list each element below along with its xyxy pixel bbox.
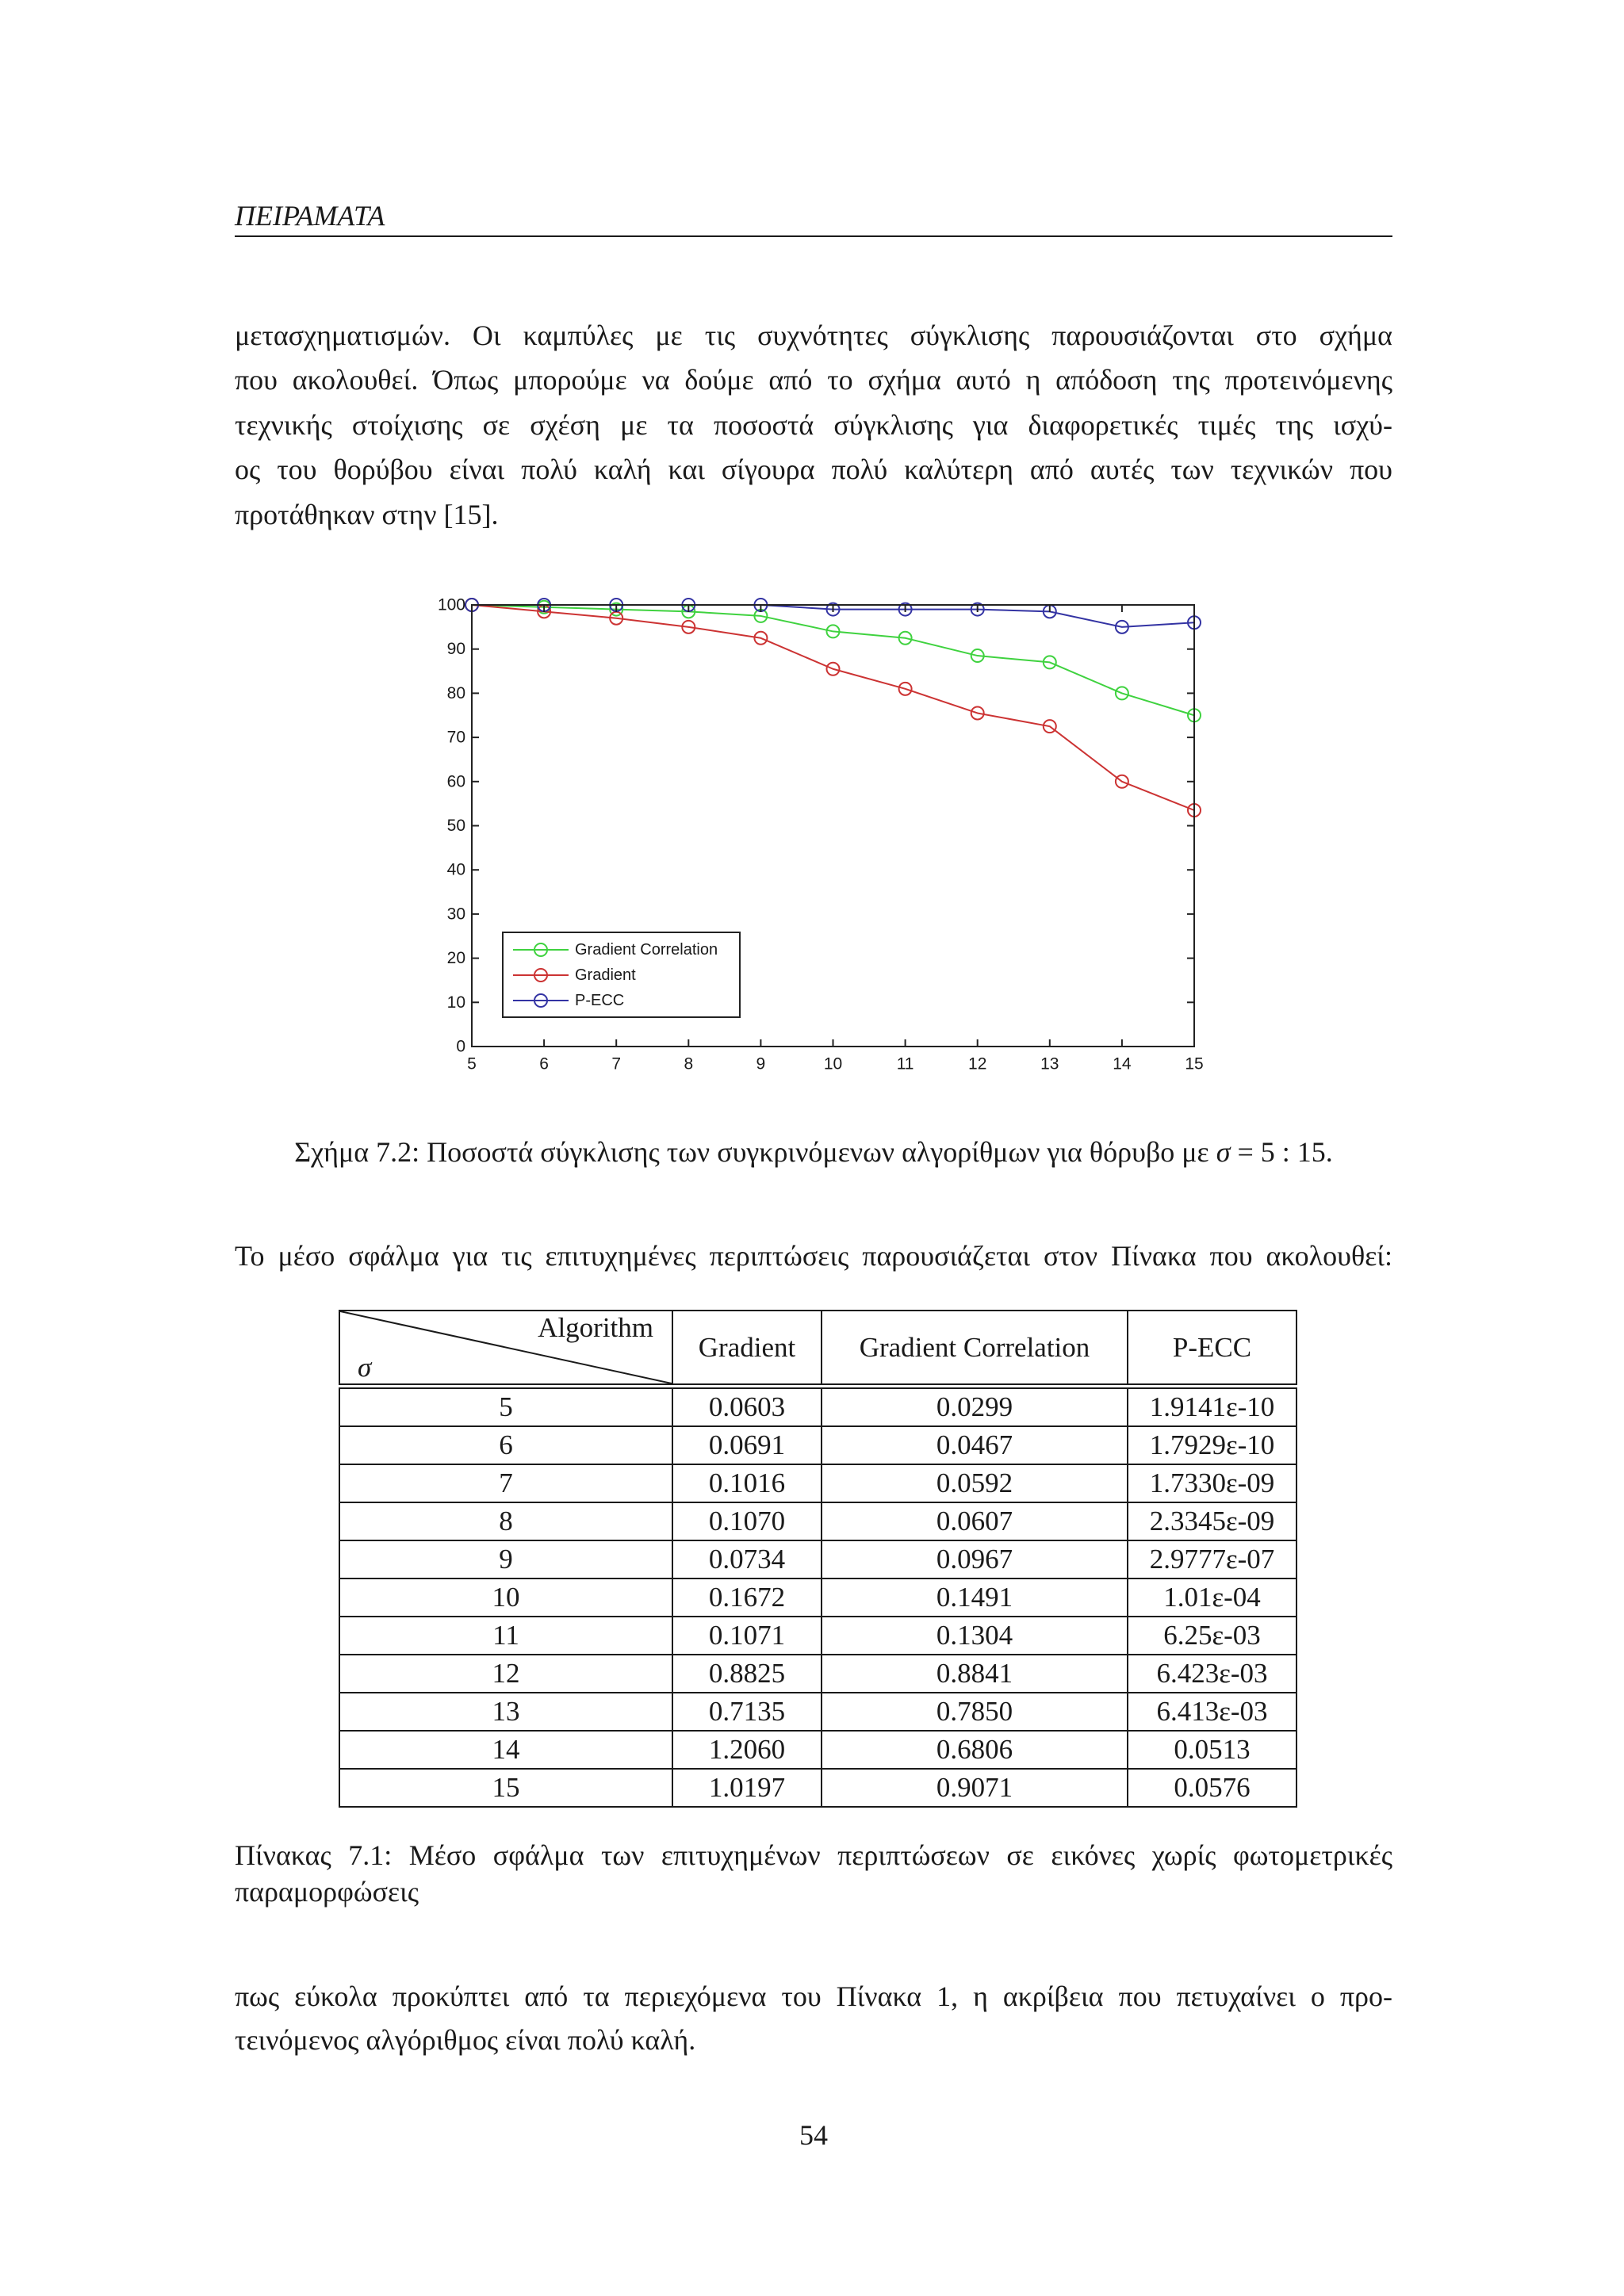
legend-entry-gradient-correlation: [513, 941, 718, 959]
gradient-correlation-cell: 0.0607: [822, 1502, 1128, 1540]
figure-caption-range: = 5 : 15: [1237, 1136, 1326, 1168]
sigma-cell: 12: [339, 1655, 672, 1693]
gradient-cell: 0.0691: [672, 1426, 822, 1464]
table-caption-line: παραμορφώσεις: [235, 1876, 419, 1908]
x-tick-label: 12: [968, 1054, 987, 1073]
y-tick-label: 60: [446, 772, 465, 791]
gradient-correlation-cell: 0.9071: [822, 1769, 1128, 1807]
table-row: [339, 1617, 1297, 1655]
sigma-cell: 14: [339, 1731, 672, 1769]
sigma-cell: 8: [339, 1502, 672, 1540]
x-tick-label: 11: [896, 1054, 914, 1073]
y-tick-label: 20: [446, 949, 465, 968]
paragraph-3-line: πως εύκολα προκύπτει από τα περιεχόμενα του Πίνακα 1, η ακρίβεια που πετυχαίνει ο προ-: [235, 1980, 1392, 2012]
sigma-cell: 15: [339, 1769, 672, 1807]
table-row: [339, 1655, 1297, 1693]
gradient-correlation-cell: 0.8841: [822, 1655, 1128, 1693]
column-header-gradient: Gradient: [672, 1311, 822, 1387]
x-tick-label: 6: [539, 1054, 549, 1073]
y-tick-label: 0: [456, 1037, 465, 1056]
corner-column-label: Algorithm: [538, 1312, 653, 1343]
gradient-correlation-cell: 0.0467: [822, 1426, 1128, 1464]
x-tick-label: 5: [467, 1054, 477, 1073]
table-row: [339, 1731, 1297, 1769]
paragraph-2-line: Το μέσο σφάλμα για τις επιτυχημένες περιπτώσεις παρουσιάζεται στον Πίνακα που ακολουθεί:: [235, 1240, 1392, 1272]
legend: [503, 932, 740, 1017]
y-tick-label: 90: [446, 640, 465, 659]
gradient-cell: 0.7135: [672, 1693, 822, 1731]
x-tick-label: 10: [823, 1054, 843, 1073]
corner-row-label: σ: [358, 1352, 372, 1383]
figure-caption-end: .: [1325, 1136, 1333, 1168]
sigma-cell: 11: [339, 1617, 672, 1655]
gradient-cell: 0.1071: [672, 1617, 822, 1655]
gradient-correlation-cell: 0.0592: [822, 1464, 1128, 1502]
p-ecc-cell: 1.9141ε-10: [1128, 1387, 1297, 1427]
table-row: [339, 1769, 1297, 1807]
column-header-p-ecc: P-ECC: [1128, 1311, 1297, 1387]
figure-caption: [235, 1130, 1392, 1174]
gradient-correlation-cell: 0.0967: [822, 1540, 1128, 1578]
table-row: [339, 1426, 1297, 1464]
figure-caption-label: Σχήμα 7.2:: [294, 1136, 420, 1168]
gradient-correlation-cell: 0.1491: [822, 1578, 1128, 1617]
paragraph-1-line: που ακολουθεί. Όπως μπορούμε να δούμε από το σχήμα αυτό η απόδοση της προτεινόμενης: [235, 364, 1392, 396]
y-tick-label: 100: [437, 595, 465, 614]
gradient-correlation-cell: 0.1304: [822, 1617, 1128, 1655]
table-row: [339, 1578, 1297, 1617]
gradient-correlation-cell: 0.6806: [822, 1731, 1128, 1769]
page-number: 54: [799, 2119, 828, 2151]
p-ecc-cell: 1.7330ε-09: [1128, 1464, 1297, 1502]
gradient-correlation-cell: 0.7850: [822, 1693, 1128, 1731]
table-row: [339, 1502, 1297, 1540]
p-ecc-cell: 6.25ε-03: [1128, 1617, 1297, 1655]
paragraph-1-line: τεχνικής στοίχισης σε σχέση με τα ποσοστά σύγκλισης για διαφορετικές τιμές της ισχύ-: [235, 409, 1392, 441]
gradient-cell: 1.0197: [672, 1769, 822, 1807]
column-header-gradient-correlation: Gradient Correlation: [822, 1311, 1128, 1387]
corner-header-cell: [339, 1311, 672, 1387]
sigma-cell: 5: [339, 1387, 672, 1427]
p-ecc-cell: 1.01ε-04: [1128, 1578, 1297, 1617]
p-ecc-cell: 2.3345ε-09: [1128, 1502, 1297, 1540]
running-header: ΠΕΙΡΑΜΑΤΑ: [235, 200, 385, 232]
figure-caption-sigma: σ: [1216, 1136, 1231, 1168]
paragraph-1-line: μετασχηματισμών. Οι καμπύλες με τις συχνότητες σύγκλισης παρουσιάζονται στο σχήμα: [235, 320, 1392, 351]
table-header-row: [339, 1311, 1297, 1387]
sigma-cell: 7: [339, 1464, 672, 1502]
p-ecc-cell: 6.423ε-03: [1128, 1655, 1297, 1693]
p-ecc-cell: 0.0576: [1128, 1769, 1297, 1807]
p-ecc-cell: 1.7929ε-10: [1128, 1426, 1297, 1464]
gradient-cell: 0.1070: [672, 1502, 822, 1540]
gradient-cell: 0.8825: [672, 1655, 822, 1693]
x-tick-label: 9: [756, 1054, 766, 1073]
gradient-cell: 0.1672: [672, 1578, 822, 1617]
x-tick-label: 7: [611, 1054, 622, 1073]
x-tick-label: 14: [1113, 1054, 1132, 1073]
y-tick-label: 50: [446, 817, 465, 835]
paragraph-1-line: ος του θορύβου είναι πολύ καλή και σίγουρα πολύ καλύτερη από αυτές των τεχνικών που: [235, 453, 1392, 485]
paragraph-1-line: προτάθηκαν στην [15].: [235, 499, 499, 530]
paragraph-3-line: τεινόμενος αλγόριθμος είναι πολύ καλή.: [235, 2024, 696, 2056]
legend-label-gradient: Gradient: [575, 966, 636, 984]
sigma-cell: 13: [339, 1693, 672, 1731]
figure-caption-text: Ποσοστά σύγκλισης των συγκρινόμενων αλγορίθμων για θόρυβο με: [427, 1136, 1209, 1168]
gradient-cell: 0.1016: [672, 1464, 822, 1502]
y-tick-label: 70: [446, 728, 465, 747]
results-table: [339, 1310, 1297, 1808]
gradient-correlation-cell: 0.0299: [822, 1387, 1128, 1427]
y-tick-label: 80: [446, 683, 465, 702]
sigma-cell: 6: [339, 1426, 672, 1464]
legend-label-p-ecc: P-ECC: [575, 992, 625, 1009]
legend-label-gradient-correlation: Gradient Correlation: [575, 941, 718, 959]
table-row: [339, 1693, 1297, 1731]
y-tick-label: 30: [446, 905, 465, 924]
gradient-cell: 1.2060: [672, 1731, 822, 1769]
p-ecc-cell: 2.9777ε-07: [1128, 1540, 1297, 1578]
y-tick-label: 40: [446, 860, 465, 879]
sigma-cell: 9: [339, 1540, 672, 1578]
convergence-line-chart: [412, 587, 1237, 1094]
table-row: [339, 1464, 1297, 1502]
table-row: [339, 1387, 1297, 1427]
sigma-cell: 10: [339, 1578, 672, 1617]
p-ecc-cell: 6.413ε-03: [1128, 1693, 1297, 1731]
table-row: [339, 1540, 1297, 1578]
header-rule: [235, 235, 1392, 237]
x-tick-label: 8: [684, 1054, 694, 1073]
y-tick-label: 10: [446, 993, 465, 1012]
gradient-cell: 0.0603: [672, 1387, 822, 1427]
gradient-cell: 0.0734: [672, 1540, 822, 1578]
x-tick-label: 15: [1185, 1054, 1204, 1073]
table-caption-line: Πίνακας 7.1: Μέσο σφάλμα των επιτυχημένων περιπτώσεων σε εικόνες χωρίς φωτομετρικές: [235, 1839, 1392, 1871]
p-ecc-cell: 0.0513: [1128, 1731, 1297, 1769]
x-tick-label: 13: [1040, 1054, 1059, 1073]
